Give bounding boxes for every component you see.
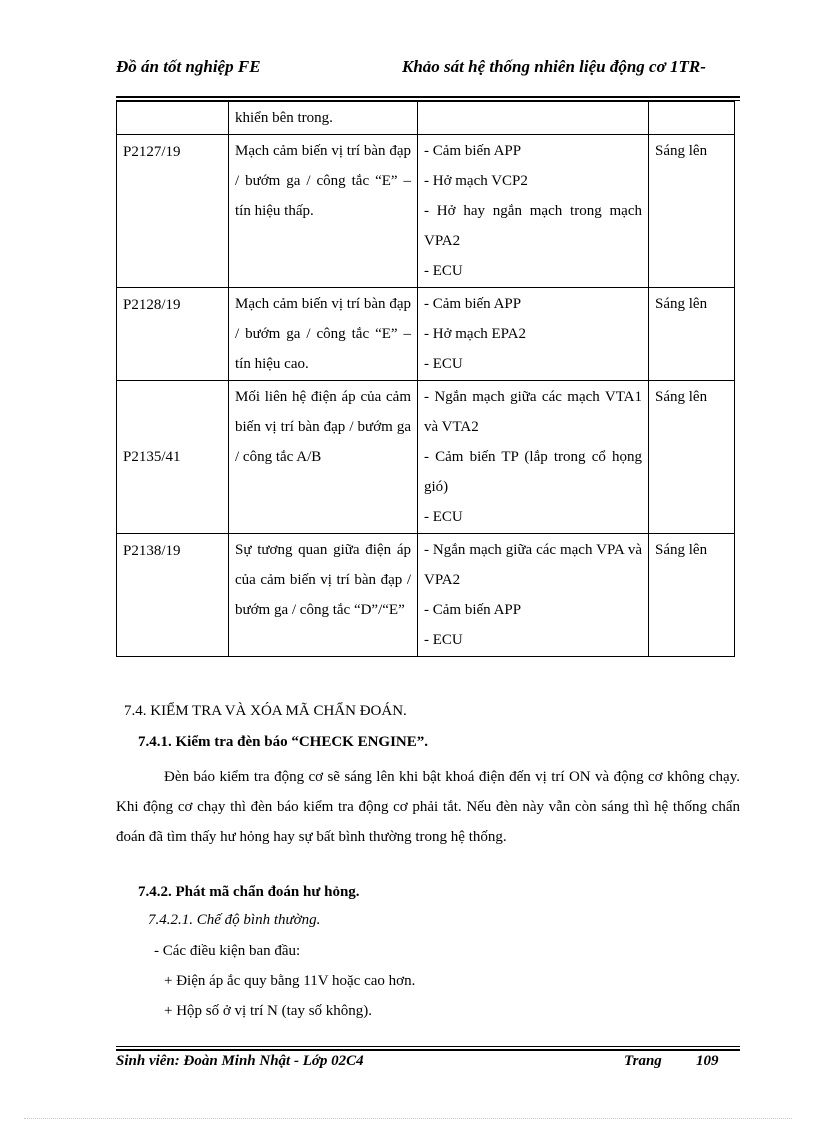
diagnostic-code-table: [116, 101, 735, 657]
description-cell: Sự tương quan giữa điện áp của cảm biến vị trí bàn đạp / bướm ga / công tắc “D”/“E”: [229, 534, 418, 657]
code-cell: P2135/41: [117, 381, 229, 534]
cause-item: - Hở mạch VCP2: [424, 173, 528, 189]
footer-page-number: 109: [696, 1053, 719, 1069]
description-cell: Mạch cảm biến vị trí bàn đạp / bướm ga / công tắc “E” – tín hiệu cao.: [229, 288, 418, 381]
causes-cell: [418, 534, 649, 657]
subsection-heading-check-engine: 7.4.1. Kiểm tra đèn báo “CHECK ENGINE”.: [138, 734, 429, 750]
cause-item: - ECU: [424, 632, 463, 648]
description-cell: Mối liên hệ điện áp của cảm biến vị trí bàn đạp / bướm ga / công tắc A/B: [229, 381, 418, 534]
cause-item: - ECU: [424, 356, 463, 372]
header-right-title: Khảo sát hệ thống nhiên liệu động cơ 1TR-: [402, 57, 706, 76]
footer-student: Sinh viên: Đoàn Minh Nhật - Lớp 02C4: [116, 1053, 364, 1069]
footer-rule: [116, 1049, 740, 1051]
table-row: [117, 102, 735, 135]
cause-item: - ECU: [424, 509, 463, 525]
cause-item: - Hở hay ngắn mạch trong mạch VPA2: [424, 203, 642, 249]
indicator-cell: Sáng lên: [649, 288, 735, 381]
cause-item: - Ngắn mạch giữa các mạch VPA và VPA2: [424, 542, 642, 588]
subsection-heading-dtc-output: 7.4.2. Phát mã chẩn đoán hư hỏng.: [138, 884, 360, 900]
cause-item: - Hở mạch EPA2: [424, 326, 526, 342]
list-item: + Điện áp ắc quy bằng 11V hoặc cao hơn.: [164, 973, 416, 989]
indicator-cell: Sáng lên: [649, 381, 735, 534]
causes-cell: [418, 135, 649, 288]
code-cell: P2138/19: [117, 534, 229, 657]
cause-item: - Cảm biến TP (lắp trong cổ họng gió): [424, 449, 642, 495]
causes-cell: [418, 381, 649, 534]
list-item: + Hộp số ở vị trí N (tay số không).: [164, 1003, 373, 1019]
cause-item: - ECU: [424, 263, 463, 279]
indicator-cell: Sáng lên: [649, 534, 735, 657]
cause-item: - Cảm biến APP: [424, 602, 522, 618]
cause-item: - Cảm biến APP: [424, 296, 522, 312]
list-item: - Các điều kiện ban đầu:: [154, 943, 301, 959]
footer-rule-thin: [116, 1046, 740, 1047]
code-cell: P2127/19: [117, 135, 229, 288]
table-row: [117, 288, 735, 381]
body-paragraph: Đèn báo kiểm tra động cơ sẽ sáng lên khi bật khoá điện đến vị trí ON và động cơ không chạy. Khi động cơ chạy thì đèn báo kiểm tra động cơ phải tắt. Nếu đèn này vẫn còn sáng thì hệ thống chẩn đoán đã tìm thấy hư hỏng hay sự bất bình thường trong hệ thống.: [116, 769, 740, 845]
footer-page-label: Trang: [624, 1053, 662, 1069]
table-row: [117, 135, 735, 288]
code-cell: [117, 102, 229, 135]
page-bottom-border: [24, 1118, 792, 1119]
table-row: [117, 534, 735, 657]
indicator-cell: [649, 102, 735, 135]
cause-item: - Ngắn mạch giữa các mạch VTA1 và VTA2: [424, 389, 642, 435]
subsection-heading-normal-mode: 7.4.2.1. Chế độ bình thường.: [148, 912, 321, 928]
description-cell: khiển bên trong.: [229, 102, 418, 135]
table-row: [117, 381, 735, 534]
causes-cell: [418, 102, 649, 135]
causes-cell: [418, 288, 649, 381]
code-cell: P2128/19: [117, 288, 229, 381]
header-rule: [116, 96, 740, 98]
cause-item: - Cảm biến APP: [424, 143, 522, 159]
header-left-title: Đồ án tốt nghiệp FE: [116, 57, 261, 76]
indicator-cell: Sáng lên: [649, 135, 735, 288]
description-cell: Mạch cảm biến vị trí bàn đạp / bướm ga / công tắc “E” – tín hiệu thấp.: [229, 135, 418, 288]
section-heading: 7.4. KIỂM TRA VÀ XÓA MÃ CHẨN ĐOÁN.: [124, 703, 407, 719]
